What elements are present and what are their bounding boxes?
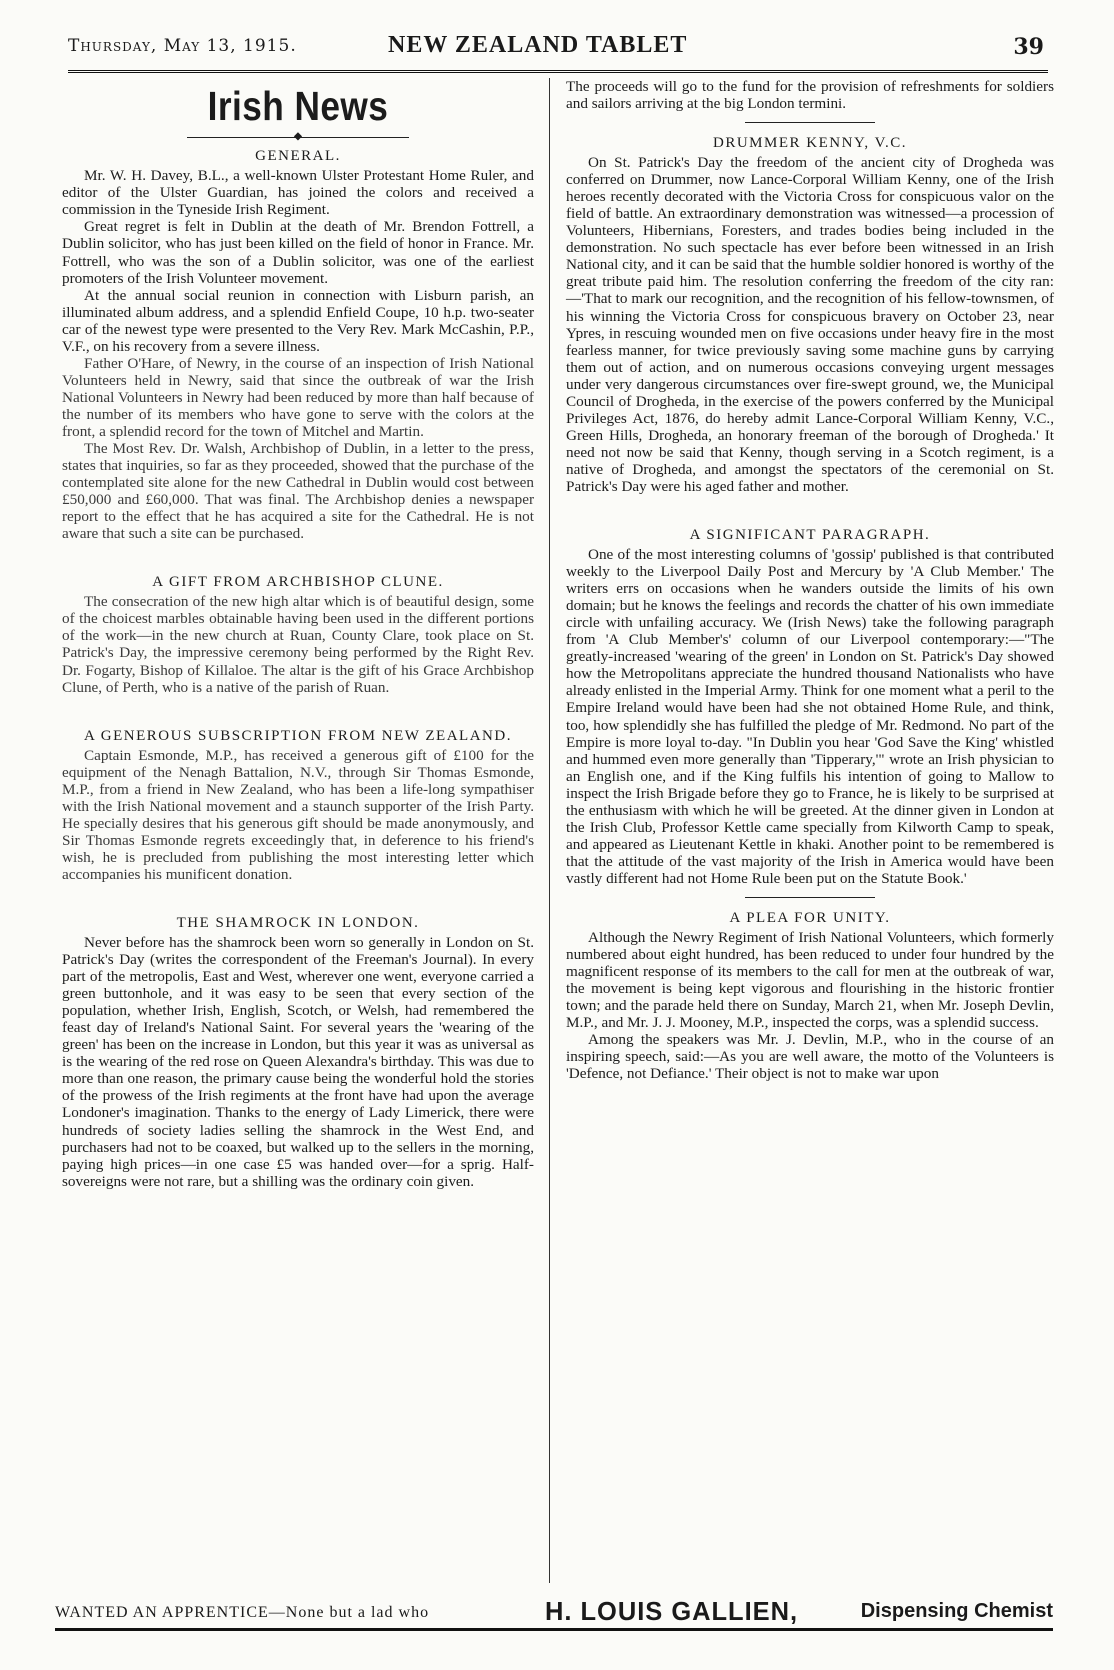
page-header <box>68 30 1048 73</box>
article-paragraph: At the annual social reunion in connection with Lisburn parish, an illuminated album address, and a splendid Enfield Coupe, 10 h.p. two-seater car of the newest type were presented to the Very Rev. Mark McCashin, P.P., V.F., on his recovery from a severe illness. <box>62 286 534 355</box>
article-paragraph: On St. Patrick's Day the freedom of the ancient city of Drogheda was conferred on Drummer, now Lance-Corporal William Kenny, one of the Irish heroes recently decorated with the Victoria Cross for conspicuous valor on the field of battle. An extraordinary demonstration was witnessed—a procession of Volunteers, Hibernians, Foresters, and trades bodies being included in the demonstration. No such spectacle has ever before been witnessed in an Irish National city, and it can be said that the humble soldier honored is worthy of the great tribute paid him. The resolution conferring the freedom of the city ran:—'That to mark our recognition, and the recognition of his fellow-townsmen, of his winning the Victoria Cross for conspicuous bravery on October 23, near Ypres, in rescuing wounded men on five occasions under heavy fire in the most fearless manner, for twice previously saving some machine guns by carrying them out of action, and on numerous occasions conveying urgent messages under very dangerous circumstances over fire-swept ground, we, the Municipal Council of Drogheda, in the exercise of the powers conferred by the Municipal Privileges Act, 1876, do hereby admit Lance-Corporal William Kenny, V.C., Green Hills, Drogheda, an honorary freeman of the borough of Drogheda.' It need not now be said that Kenny, though serving in a Scotch regiment, is a native of Drogheda, and amongst the spectators of the ceremonial on St. Patrick's Day were his aged father and mother. <box>566 154 1054 495</box>
advert-text: WANTED AN APPRENTICE—None but a lad who <box>55 1604 430 1621</box>
title-ornament: ◆ <box>62 132 534 142</box>
section-divider <box>745 897 875 898</box>
article-paragraph: Never before has the shamrock been worn so generally in London on St. Patrick's Day (writes the correspondent of the Freeman's Journal). In every part of the metropolis, East and West, wherever one went, everyone carried a green buttonhole, and it was easy to be seen that every section of the population, whether Irish, English, Scotch, or Welsh, had remembered the feast day of Ireland's National Saint. For several years the 'wearing of the green' has been on the increase in London, but this year it was as universal as is the wearing of the red rose on Queen Alexandra's birthday. This was due to more than one reason, the primary cause being the wonderful hold the stories of the prowess of the Irish regiments at the front have had upon the average Londoner's imagination. Thanks to the energy of Lady Limerick, there were hundreds of society ladies selling the shamrock in the West End, and purchasers had not to be coaxed, but walked up to the sellers in the morning, paying high prices—in one case £5 was handed over—for a sprig. Half-sovereigns were not rare, but a shilling was the ordinary coin given. <box>62 933 534 1190</box>
article-paragraph: The consecration of the new high altar which is of beautiful design, some of the choicest marbles obtainable having been used in the different portions of the work—in the new church at Ruan, County Clare, took place on St. Patrick's Day, the impressive ceremony being performed by the Right Rev. Dr. Fogarty, Bishop of Killaloe. The altar is the gift of his Grace Archbishop Clune, of Perth, who is a native of the parish of Ruan. <box>62 593 534 696</box>
section-heading-subscription: A GENEROUS SUBSCRIPTION FROM NEW ZEALAND. <box>84 727 512 744</box>
right-column <box>566 78 1054 1082</box>
section-heading-significant: A SIGNIFICANT PARAGRAPH. <box>689 527 931 544</box>
article-paragraph: Mr. W. H. Davey, B.L., a well-known Ulster Protestant Home Ruler, and editor of the Ulster Guardian, has joined the colors and received a commission in the Tyneside Irish Regiment. <box>62 167 534 219</box>
section-heading-kenny: DRUMMER KENNY, V.C. <box>713 135 907 152</box>
section-heading-general: GENERAL. <box>255 148 341 165</box>
article-paragraph: Although the Newry Regiment of Irish National Volunteers, which formerly numbered about eight hundred, has been reduced to under four hundred by the magnificent response of its members to the call for men at the outbreak of war, the movement is being kept vigorous and flourishing in the historic frontier town; and the parade held there on Sunday, March 21, when Mr. Joseph Devlin, M.P., and Mr. J. J. Mooney, M.P., inspected the corps, was a splendid success. <box>566 928 1054 1032</box>
article-paragraph: The Most Rev. Dr. Walsh, Archbishop of Dublin, in a letter to the press, states that inquiries, so far as they proceeded, showed that the purchase of the contemplated site alone for the new Cathedral in Dublin would cost between £50,000 and £60,000. That was final. The Archbishop denies a newspaper report to the effect that he has acquired a site for the Cathedral. He is not aware that such a site can be purchased. <box>62 440 534 543</box>
article-paragraph: Father O'Hare, of Newry, in the course of an inspection of Irish National Volunteers held in Newry, said that since the outbreak of war the Irish National Volunteers in Newry had been reduced by more than half because of the number of its members who have gone to serve with the colors at the front, a splendid record for the town of Mitchel and Martin. <box>62 354 534 440</box>
page-title: Irish News <box>207 83 389 129</box>
advert-business-name: H. LOUIS GALLIEN, <box>545 1596 799 1626</box>
advert-trade: Dispensing Chemist <box>860 1600 1053 1622</box>
continued-paragraph: The proceeds will go to the fund for the provision of refreshments for soldiers and sailors arriving at the big London termini. <box>566 78 1054 113</box>
section-divider <box>745 122 875 123</box>
header-publication: NEW ZEALAND TABLET <box>388 32 688 58</box>
left-column <box>62 78 534 1190</box>
article-paragraph: One of the most interesting columns of 'gossip' published is that contributed weekly to the Liverpool Daily Post and Mercury by 'A Club Member.' The writers errs on occasions when he wanders outside the limits of his own domain; but he knows the feelings and records the chatter of his own immediate circle with unfailing accuracy. We (Irish News) take the following paragraph from 'A Club Member's' column of our Liverpool contemporary:—"The greatly-increased 'wearing of the green' in London on St. Patrick's Day showed how the Metropolitans appreciate the hundred thousand Nationalists who have already enlisted in the Imperial Army. Think for one moment what a peril to the Empire Ireland would have been had she not obtained Home Rule, and think, too, how splendidly she has fulfilled the pledge of Mr. Redmond. No part of the Empire is more loyal to-day. "In Dublin you hear 'God Save the King' whistled and hummed even more generally than 'Tipperary,'" wrote an Irish physician to an English one, and if the King fulfils his intention of going to Mallow to inspect the Irish Brigade before they go to France, he is likely to be surprised at the enthusiasm with which he will be greeted. At the dinner given in London at the Irish Club, Professor Kettle came specially from Kilworth Camp to speak, and appeared as Lieutenant Kettle in khaki. Another point to be remembered is that the attitude of the vast majority of the Irish in America would have been vastly different had not Home Rule been put on the Statute Book.' <box>566 546 1054 887</box>
section-heading-shamrock: THE SHAMROCK IN LONDON. <box>176 914 420 931</box>
section-heading-gift: A GIFT FROM ARCHBISHOP CLUNE. <box>152 574 444 591</box>
article-paragraph: Great regret is felt in Dublin at the death of Mr. Brendon Fottrell, a Dublin solicitor, who has just been killed on the field of honor in France. Mr. Fottrell, who was the son of a Dublin solicitor, was one of the earliest promoters of the Irish Volunteer movement. <box>62 218 534 287</box>
article-paragraph: Captain Esmonde, M.P., has received a generous gift of £100 for the equipment of the Nenagh Battalion, N.V., through Sir Thomas Esmonde, M.P., from a friend in New Zealand, who has been a life-long sympathiser with the Irish National movement and a staunch supporter of the Irish Party. He specially desires that his generous gift should be made anonymously, and Sir Thomas Esmonde regrets exceedingly that, in deference to his friend's wish, he is precluded from publishing the most interesting letter which accompanies his munificent donation. <box>62 746 534 883</box>
article-paragraph: Among the speakers was Mr. J. Devlin, M.P., who in the course of an inspiring speech, said:—As you are well aware, the motto of the Volunteers is 'Defence, not Defiance.' Their object is not to make war upon <box>566 1031 1054 1083</box>
column-divider <box>549 78 550 1583</box>
section-heading-unity: A PLEA FOR UNITY. <box>729 909 891 926</box>
header-date: Thursday, May 13, 1915. <box>68 36 297 56</box>
header-page-number: 39 <box>1013 34 1044 60</box>
footer-advert <box>55 1598 1053 1631</box>
